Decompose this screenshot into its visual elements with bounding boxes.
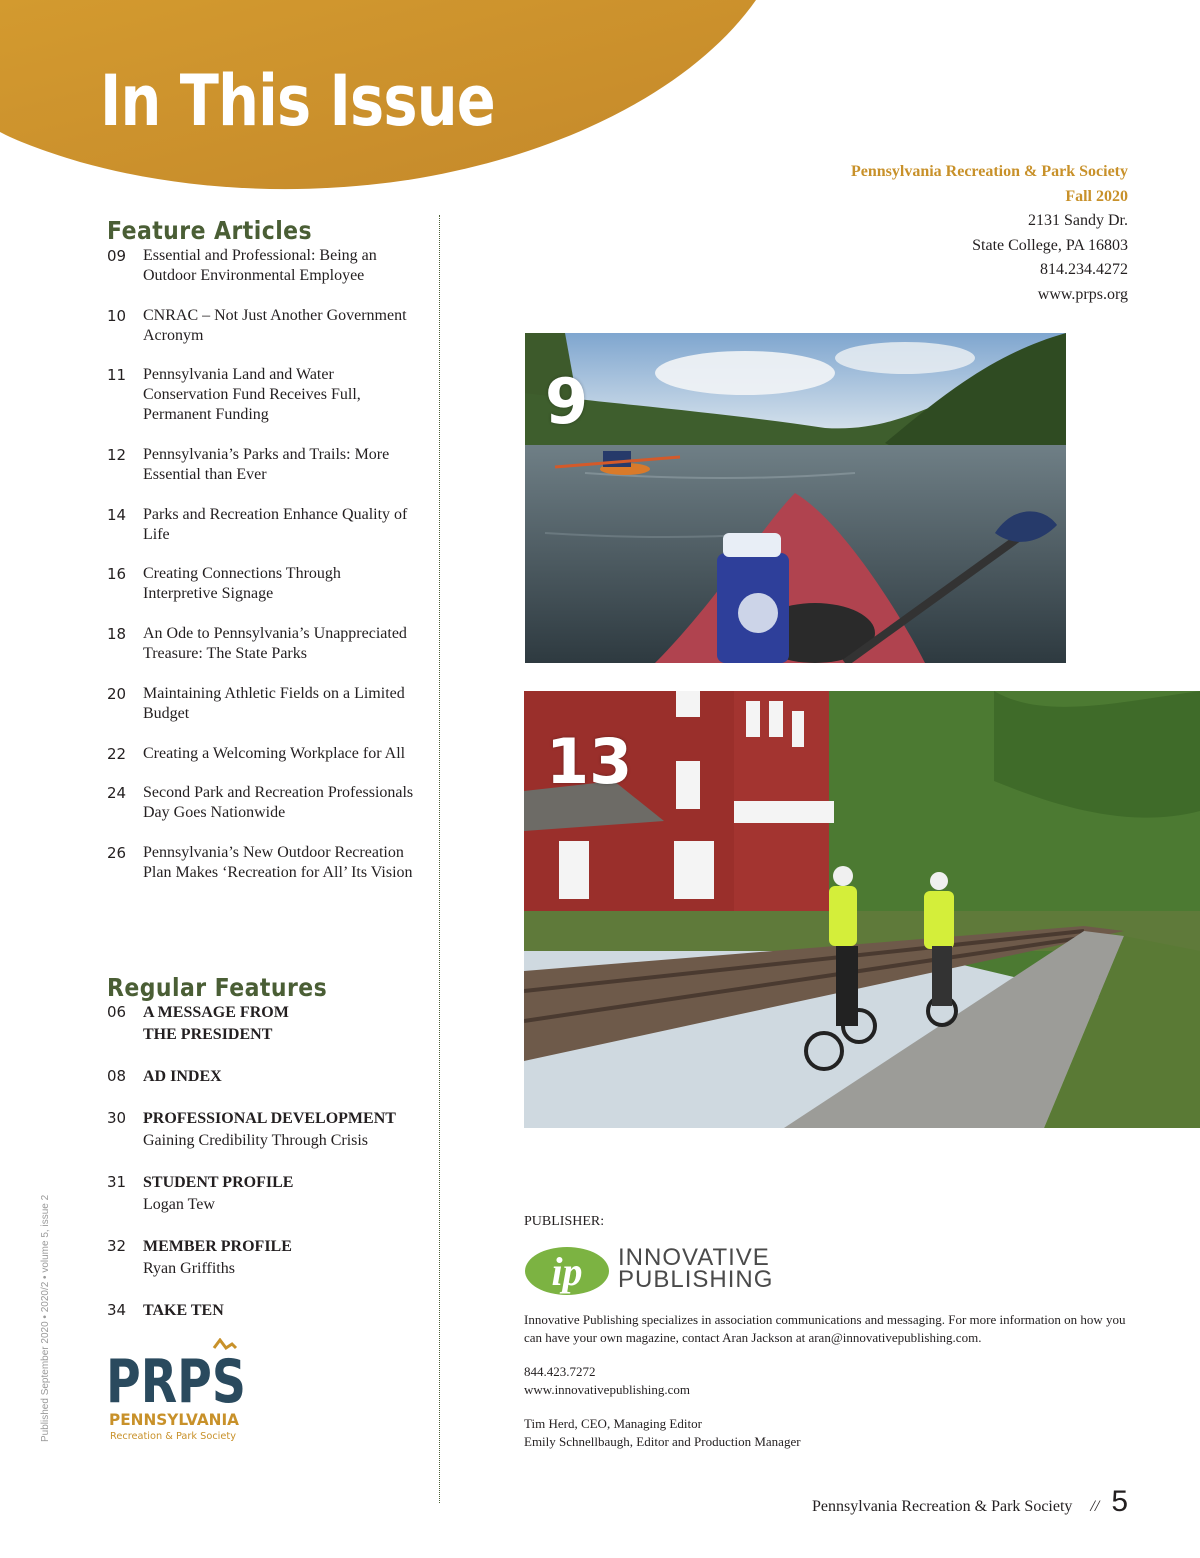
toc-item[interactable] [107,1002,417,1046]
address-line-1: 2131 Sandy Dr. [1028,212,1128,229]
article-title: Pennsylvania’s Parks and Trails: More Essential than Ever [143,446,390,484]
publisher-website[interactable]: www.innovativepublishing.com [524,1382,690,1397]
page-number: 20 [107,684,127,703]
bike-trail-photo[interactable] [524,691,1200,1128]
ip-logo-glyph: ip [551,1249,583,1294]
staff-line: Tim Herd, CEO, Managing Editor [524,1416,702,1431]
article-title: Second Park and Recreation Professionals Day Goes Nationwide [143,784,414,822]
feature-subtitle: Gaining Credibility Through Crisis [143,1132,369,1149]
toc-item[interactable] [107,1108,417,1152]
toc-item[interactable] [107,445,417,485]
staff-line: Emily Schnellbaugh, Editor and Production Manager [524,1434,801,1449]
toc-item[interactable] [107,246,417,286]
toc-item[interactable] [107,564,417,604]
page-title: In This Issue [100,60,495,142]
toc-item[interactable] [107,505,417,545]
org-website[interactable]: www.prps.org [1037,285,1128,303]
page-number: 22 [107,744,127,763]
photo-page-number: 13 [546,725,633,798]
feature-subtitle: Logan Tew [143,1196,215,1213]
feature-title: MEMBER PROFILE [143,1238,292,1255]
article-title: CNRAC – Not Just Another Government Acronym [143,306,407,344]
feature-articles-heading: Feature Articles [107,216,313,245]
feature-title: AD INDEX [143,1068,222,1085]
organization-name: Pennsylvania Recreation & Park Society [850,163,1128,180]
feature-title: TAKE TEN [143,1302,224,1319]
publisher-info [524,1213,1144,1467]
page-number: 06 [107,1003,127,1021]
article-title: Creating a Welcoming Workplace for All [143,744,406,762]
page-number: 31 [107,1173,127,1191]
page-number: 34 [107,1301,127,1319]
page-footer [812,1485,1128,1519]
ip-logo-line-2: PUBLISHING [618,1266,774,1293]
column-divider [439,215,440,1503]
page-number: 26 [107,843,127,862]
regular-features-heading: Regular Features [107,973,328,1002]
organization-info [851,160,1128,307]
article-title: Maintaining Athletic Fields on a Limited Budget [143,684,405,722]
toc-item[interactable] [107,783,417,823]
page-number: 08 [107,1067,127,1085]
feature-title: A MESSAGE FROM THE PRESIDENT [143,1004,289,1043]
page-number: 16 [107,565,127,584]
publication-note: Published September 2020 • 2020/2 • volume 5, issue 2 [40,1194,51,1442]
feature-title: STUDENT PROFILE [143,1174,294,1191]
footer-publication-name: Pennsylvania Recreation & Park Society [812,1498,1073,1515]
regular-features-list [107,1002,417,1342]
article-title: Pennsylvania’s New Outdoor Recreation Plan Makes ‘Recreation for All’ Its Vision [143,843,413,881]
feature-subtitle: Ryan Griffiths [143,1260,235,1277]
innovative-publishing-logo [524,1239,1144,1299]
article-title: Parks and Recreation Enhance Quality of Life [143,505,408,543]
page-number-footer: 5 [1111,1485,1128,1518]
publisher-description: Innovative Publishing specializes in association communications and messaging. For more information on how you can have your own magazine, contact Aran Jackson at aran@innovativepublishing.com. [524,1312,1126,1345]
toc-item[interactable] [107,843,417,883]
page-number: 11 [107,366,127,385]
article-title: Pennsylvania Land and Water Conservation Fund Receives Full, Permanent Funding [143,366,361,424]
page-number: 30 [107,1109,127,1127]
page-number: 24 [107,784,127,803]
address-line-2: State College, PA 16803 [972,236,1128,254]
toc-item[interactable] [107,1066,417,1088]
photo-page-number: 9 [545,365,589,438]
toc-item[interactable] [107,365,417,425]
toc-item[interactable] [107,684,417,724]
article-title: Creating Connections Through Interpretive Signage [143,565,341,603]
toc-item[interactable] [107,744,417,764]
toc-item[interactable] [107,1172,417,1216]
toc-item[interactable] [107,1236,417,1280]
page-number: 32 [107,1237,127,1255]
publisher-phone: 844.423.7272 [524,1364,596,1379]
prps-logo-state: PENNSYLVANIA [109,1410,240,1429]
prps-logo-letters: PRPS [106,1347,246,1417]
page-number: 10 [107,306,127,325]
kayak-photo[interactable] [525,333,1066,663]
page-number: 18 [107,625,127,644]
feature-articles-list [107,246,417,903]
page-number: 09 [107,247,127,265]
toc-item[interactable] [107,624,417,664]
article-title: Essential and Professional: Being an Outdoor Environmental Employee [143,247,377,284]
issue-label: Fall 2020 [1065,187,1128,205]
ip-logo-mark [524,1241,610,1297]
page-number: 12 [107,446,127,465]
org-phone: 814.234.4272 [1040,261,1128,278]
prps-logo [106,1338,256,1448]
page-number: 14 [107,505,127,524]
article-title: An Ode to Pennsylvania’s Unappreciated Treasure: The State Parks [143,625,407,663]
ip-logo-line-1: INNOVATIVE [618,1244,770,1271]
publisher-label: PUBLISHER: [524,1214,605,1229]
toc-item[interactable] [107,306,417,346]
kayak-scene-image [525,333,1066,663]
prps-logo-subtitle: Recreation & Park Society [110,1431,237,1442]
toc-item[interactable] [107,1300,417,1322]
footer-separator: // [1090,1498,1100,1515]
feature-title: PROFESSIONAL DEVELOPMENT [143,1110,396,1127]
